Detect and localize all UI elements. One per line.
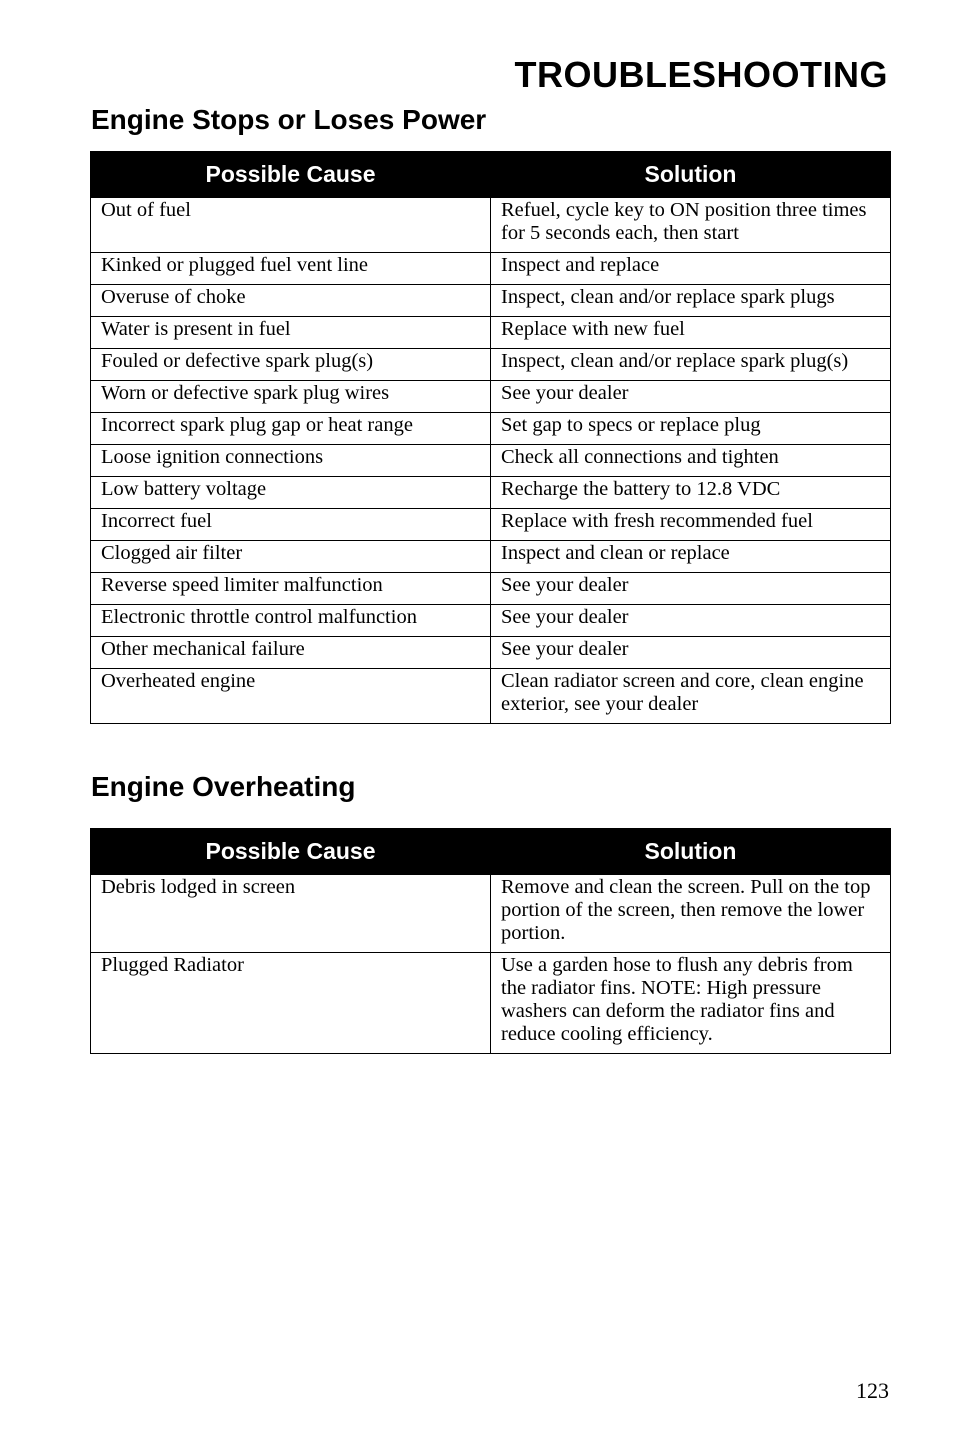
- solution-cell: Inspect and replace: [491, 253, 891, 285]
- solution-cell: Replace with new fuel: [491, 317, 891, 349]
- solution-cell: Inspect, clean and/or replace spark plugs: [491, 285, 891, 317]
- solution-cell: Check all connections and tighten: [491, 445, 891, 477]
- cause-cell: Incorrect spark plug gap or heat range: [91, 413, 491, 445]
- table-row: [91, 445, 891, 477]
- table-row: [91, 875, 891, 953]
- cause-cell: Worn or defective spark plug wires: [91, 381, 491, 413]
- cause-cell: Fouled or defective spark plug(s): [91, 349, 491, 381]
- column-header-possible-cause: Possible Cause: [91, 829, 491, 875]
- cause-cell: Water is present in fuel: [91, 317, 491, 349]
- table-row: [91, 381, 891, 413]
- cause-cell: Kinked or plugged fuel vent line: [91, 253, 491, 285]
- cause-cell: Overheated engine: [91, 669, 491, 724]
- solution-cell: Clean radiator screen and core, clean engine exterior, see your dealer: [491, 669, 891, 724]
- cause-cell: Overuse of choke: [91, 285, 491, 317]
- table-header-row: [91, 829, 891, 875]
- cause-cell: Plugged Radiator: [91, 953, 491, 1054]
- troubleshooting-table-engine-overheating: [90, 828, 891, 1054]
- solution-cell: Refuel, cycle key to ON position three times for 5 seconds each, then start: [491, 198, 891, 253]
- solution-cell: See your dealer: [491, 637, 891, 669]
- page-number: 123: [856, 1378, 889, 1403]
- cause-cell: Incorrect fuel: [91, 509, 491, 541]
- solution-cell: Inspect, clean and/or replace spark plug(s): [491, 349, 891, 381]
- cause-cell: Low battery voltage: [91, 477, 491, 509]
- cause-cell: Loose ignition connections: [91, 445, 491, 477]
- table-row: [91, 198, 891, 253]
- table-row: [91, 477, 891, 509]
- table-row: [91, 509, 891, 541]
- solution-cell: See your dealer: [491, 381, 891, 413]
- column-header-solution: Solution: [491, 829, 891, 875]
- table-header-row: [91, 152, 891, 198]
- solution-cell: Inspect and clean or replace: [491, 541, 891, 573]
- cause-cell: Out of fuel: [91, 198, 491, 253]
- table-row: [91, 285, 891, 317]
- cause-cell: Debris lodged in screen: [91, 875, 491, 953]
- solution-cell: Use a garden hose to flush any debris from the radiator fins. NOTE: High pressure washers can deform the radiator fins and reduce cooling efficiency.: [491, 953, 891, 1054]
- cause-cell: Electronic throttle control malfunction: [91, 605, 491, 637]
- solution-cell: Recharge the battery to 12.8 VDC: [491, 477, 891, 509]
- column-header-solution: Solution: [491, 152, 891, 198]
- cause-cell: Reverse speed limiter malfunction: [91, 573, 491, 605]
- table-row: [91, 541, 891, 573]
- table-row: [91, 605, 891, 637]
- troubleshooting-table-engine-stops: [90, 151, 891, 724]
- table-row: [91, 253, 891, 285]
- table-row: [91, 413, 891, 445]
- cause-cell: Other mechanical failure: [91, 637, 491, 669]
- table-row: [91, 637, 891, 669]
- table-row: [91, 953, 891, 1054]
- table-row: [91, 669, 891, 724]
- solution-cell: See your dealer: [491, 573, 891, 605]
- table-row: [91, 317, 891, 349]
- solution-cell: See your dealer: [491, 605, 891, 637]
- table-row: [91, 349, 891, 381]
- table-row: [91, 573, 891, 605]
- solution-cell: Replace with fresh recommended fuel: [491, 509, 891, 541]
- cause-cell: Clogged air filter: [91, 541, 491, 573]
- section-heading-engine-overheating: Engine Overheating: [91, 771, 356, 802]
- page-title: TROUBLESHOOTING: [514, 54, 888, 95]
- solution-cell: Remove and clean the screen. Pull on the top portion of the screen, then remove the lower portion.: [491, 875, 891, 953]
- section-heading-engine-stops: Engine Stops or Loses Power: [91, 104, 487, 135]
- column-header-possible-cause: Possible Cause: [91, 152, 491, 198]
- solution-cell: Set gap to specs or replace plug: [491, 413, 891, 445]
